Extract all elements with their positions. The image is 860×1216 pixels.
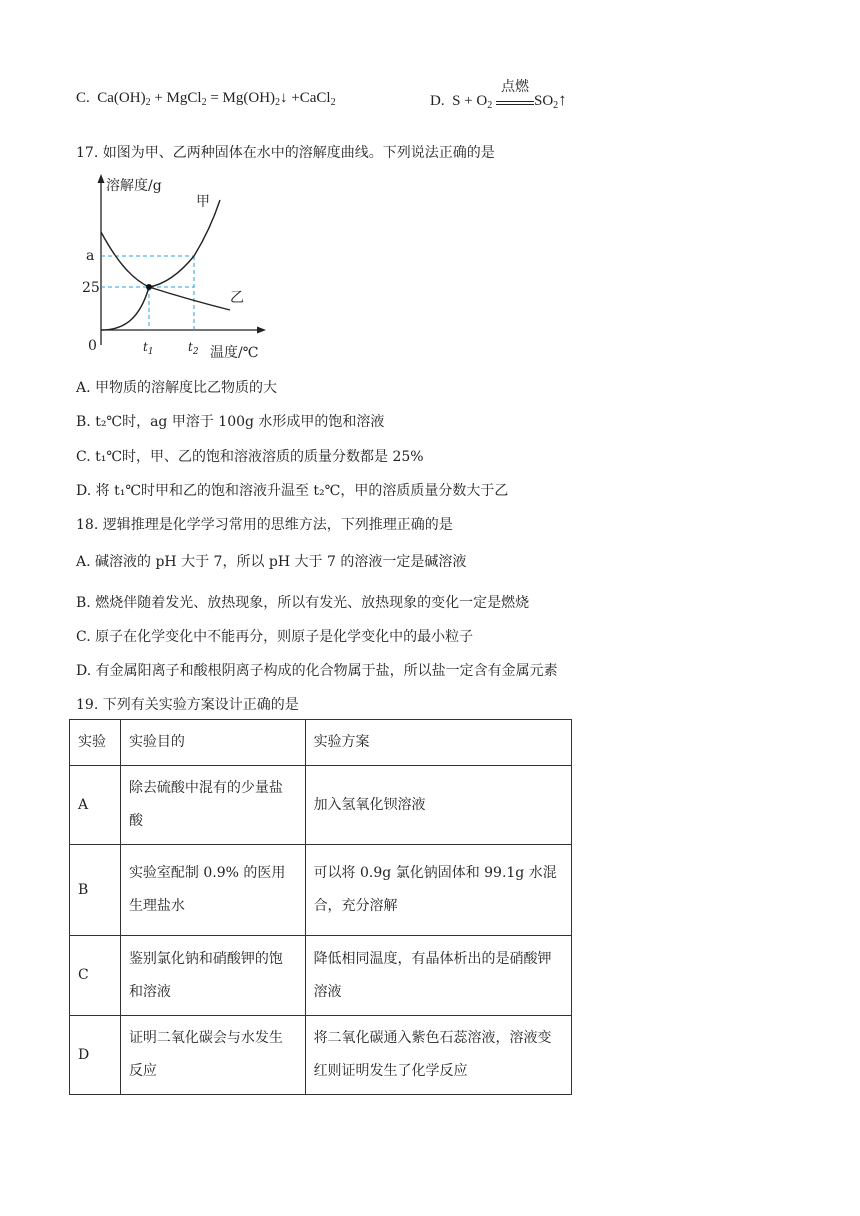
eq-c-sub: 2	[145, 97, 151, 108]
eq-d-part: SO	[533, 93, 554, 109]
origin-label: 0	[88, 338, 97, 354]
solubility-chart	[80, 168, 280, 363]
q17-option-b[interactable]: B. t₂℃时，ag 甲溶于 100g 水形成甲的饱和溶液	[76, 414, 385, 430]
experiment-table	[69, 719, 572, 1095]
x-tick-t1: $t_1$	[143, 340, 154, 357]
y-axis-label: 溶解度/g	[106, 178, 162, 194]
eq-c-part: = Mg(OH)	[206, 90, 276, 106]
row-plan: 加入氢氧化钡溶液	[305, 766, 571, 845]
row-id: C	[70, 936, 121, 1016]
eq-c-sub: 2	[275, 97, 281, 108]
option-c-label: C.	[76, 90, 90, 106]
q18-option-a[interactable]: A. 碱溶液的 pH 大于 7，所以 pH 大于 7 的溶液一定是碱溶液	[76, 554, 467, 570]
row-id: A	[70, 766, 121, 845]
x-axis-arrow-icon	[257, 327, 266, 334]
row-plan: 降低相同温度，有晶体析出的是硝酸钾溶液	[305, 936, 571, 1016]
table-header-row	[70, 720, 572, 766]
option-d-equation	[430, 80, 567, 111]
x-axis-label: 温度/℃	[210, 345, 259, 361]
eq-c-part: + MgCl	[150, 90, 202, 106]
q19-stem: 19. 下列有关实验方案设计正确的是	[76, 697, 299, 713]
option-c-equation	[76, 90, 336, 108]
q18-option-b[interactable]: B. 燃烧伴随着发光、放热现象，所以有发光、放热现象的变化一定是燃烧	[76, 595, 530, 611]
row-purpose: 除去硫酸中混有的少量盐酸	[120, 766, 305, 845]
x-tick-t2: $t_2$	[188, 340, 199, 357]
header-cell: 实验	[70, 720, 121, 766]
q17-option-a[interactable]: A. 甲物质的溶解度比乙物质的大	[76, 380, 278, 396]
eq-c-sub: 2	[201, 97, 207, 108]
row-plan: 可以将 0.9g 氯化钠固体和 99.1g 水混合，充分溶解	[305, 845, 571, 936]
eq-d-part: S + O	[452, 93, 488, 109]
y-tick-25: 25	[82, 280, 100, 296]
condition-text: 点燃	[500, 80, 529, 95]
q17-stem: 17. 如图为甲、乙两种固体在水中的溶解度曲线。下列说法正确的是	[76, 145, 495, 161]
reaction-condition	[496, 80, 534, 105]
row-purpose: 证明二氧化碳会与水发生反应	[120, 1016, 305, 1095]
series-yi-curve	[101, 232, 230, 310]
y-axis-arrow-icon	[98, 174, 105, 183]
row-purpose: 鉴别氯化钠和硝酸钾的饱和溶液	[120, 936, 305, 1016]
row-id: B	[70, 845, 121, 936]
q17-option-d[interactable]: D. 将 t₁℃时甲和乙的饱和溶液升温至 t₂℃，甲的溶质质量分数大于乙	[76, 483, 509, 499]
series-jia-curve	[101, 200, 220, 330]
header-cell: 实验方案	[305, 720, 571, 766]
row-plan: 将二氧化碳通入紫色石蕊溶液，溶液变红则证明发生了化学反应	[305, 1016, 571, 1095]
header-cell: 实验目的	[120, 720, 305, 766]
table-row	[70, 766, 572, 845]
table-row	[70, 1016, 572, 1095]
q18-stem: 18. 逻辑推理是化学学习常用的思维方法，下列推理正确的是	[76, 517, 453, 533]
q17-option-c[interactable]: C. t₁℃时，甲、乙的饱和溶液溶质的质量分数都是 25%	[76, 449, 424, 465]
intersection-point	[146, 284, 152, 290]
row-id: D	[70, 1016, 121, 1095]
y-tick-a: a	[86, 248, 95, 264]
gas-arrow-icon: ↑	[558, 90, 567, 109]
series-yi-label: 乙	[230, 290, 244, 306]
q18-option-d[interactable]: D. 有金属阳离子和酸根阴离子构成的化合物属于盐，所以盐一定含有金属元素	[76, 663, 558, 679]
eq-c-part: Ca(OH)	[97, 90, 146, 106]
eq-d-sub: 2	[553, 100, 559, 111]
eq-c-sub: 2	[330, 97, 336, 108]
eq-d-sub: 2	[487, 100, 493, 111]
row-purpose: 实验室配制 0.9% 的医用生理盐水	[120, 845, 305, 936]
eq-c-part: ↓ +CaCl	[280, 90, 331, 106]
table-row	[70, 936, 572, 1016]
q18-option-c[interactable]: C. 原子在化学变化中不能再分，则原子是化学变化中的最小粒子	[76, 629, 474, 645]
table-row	[70, 845, 572, 936]
option-d-label: D.	[430, 93, 445, 109]
equal-sign	[496, 101, 534, 105]
series-jia-label: 甲	[196, 194, 210, 210]
